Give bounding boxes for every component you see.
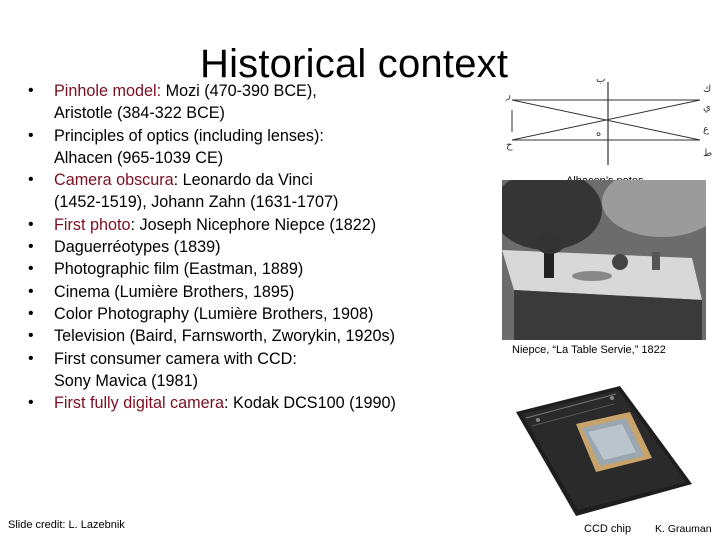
bullet-highlight: First photo xyxy=(54,215,131,234)
bullet-continuation-text: Alhacen (965-1039 CE) xyxy=(54,148,224,167)
bullet-text: Principles of optics (including lenses): xyxy=(54,126,324,145)
bullet-item xyxy=(26,303,496,325)
bullet-continuation-text: Sony Mavica (1981) xyxy=(54,371,198,390)
bullet-highlight: Camera obscura xyxy=(54,171,174,190)
bullet-text: Photographic film (Eastman, 1889) xyxy=(54,260,304,279)
ccd-caption: CCD chip xyxy=(584,523,632,535)
slide-credit: Slide credit: L. Lazebnik xyxy=(8,519,125,531)
svg-text:ر: ر xyxy=(506,90,511,101)
bullet-continuation xyxy=(26,102,496,124)
ccd-chip-art xyxy=(502,376,710,518)
bullet-item xyxy=(26,258,496,280)
bullet-text: Color Photography (Lumière Brothers, 1908) xyxy=(54,304,374,323)
bullet-item xyxy=(26,125,496,147)
slide-title: Historical context xyxy=(200,42,509,86)
bullet-continuation xyxy=(26,147,496,169)
bullet-text: : Kodak DCS100 (1990) xyxy=(224,394,396,413)
bullet-text: Television (Baird, Farnsworth, Zworykin, 1920s) xyxy=(54,327,395,346)
bullet-item xyxy=(26,169,496,191)
bullet-dot-icon: • xyxy=(28,82,34,99)
bullet-continuation xyxy=(26,370,496,392)
svg-text:ي: ي xyxy=(703,102,711,113)
bullet-continuation-text: (1452-1519), Johann Zahn (1631-1707) xyxy=(54,193,339,212)
svg-text:ه: ه xyxy=(596,128,602,139)
svg-text:ك: ك xyxy=(703,84,712,95)
bullet-item xyxy=(26,281,496,303)
svg-text:ط: ط xyxy=(703,148,713,159)
niepce-caption: Niepce, “La Table Servie,” 1822 xyxy=(512,344,666,356)
bullet-dot-icon: • xyxy=(28,394,34,412)
bullet-highlight: Pinhole model: xyxy=(54,82,162,100)
bullet-dot-icon: • xyxy=(28,327,34,345)
bullet-dot-icon: • xyxy=(28,126,34,144)
ccd-chip-photo xyxy=(502,376,710,518)
bullet-item xyxy=(26,236,496,258)
bullet-text: Cinema (Lumière Brothers, 1895) xyxy=(54,282,295,301)
bullet-text: : Joseph Nicephore Niepce (1822) xyxy=(130,215,377,234)
bullet-continuation xyxy=(26,191,496,213)
bullet-text: Daguerréotypes (1839) xyxy=(54,238,221,257)
bullet-item xyxy=(26,325,496,347)
bullet-dot-icon: • xyxy=(28,282,34,300)
bullet-dot-icon: • xyxy=(28,349,34,367)
bullet-continuation-text: Aristotle (384-322 BCE) xyxy=(54,104,225,123)
bullet-dot-icon: • xyxy=(28,304,34,322)
alhacen-notes-diagram xyxy=(500,70,715,170)
bullet-text: First consumer camera with CCD: xyxy=(54,349,297,368)
bullet-highlight: First fully digital camera xyxy=(54,394,225,413)
bullet-dot-icon: • xyxy=(28,171,34,189)
niepce-photo-art xyxy=(502,180,706,340)
bullet-text: Mozi (470-390 BCE), xyxy=(161,82,317,100)
ccd-credit: K. Grauman xyxy=(655,523,712,535)
niepce-photo xyxy=(502,180,706,340)
bullet-text: : Leonardo da Vinci xyxy=(173,171,313,190)
bullet-item xyxy=(26,80,496,102)
bullet-item xyxy=(26,348,496,370)
bullet-list xyxy=(26,80,496,414)
bullet-item xyxy=(26,392,496,414)
bullet-dot-icon: • xyxy=(28,238,34,256)
bullet-dot-icon: • xyxy=(28,260,34,278)
svg-text:ب: ب xyxy=(596,74,606,85)
bullet-dot-icon: • xyxy=(28,215,34,233)
svg-text:ح: ح xyxy=(506,140,513,151)
bullet-item xyxy=(26,214,496,236)
svg-text:ع: ع xyxy=(703,124,709,135)
